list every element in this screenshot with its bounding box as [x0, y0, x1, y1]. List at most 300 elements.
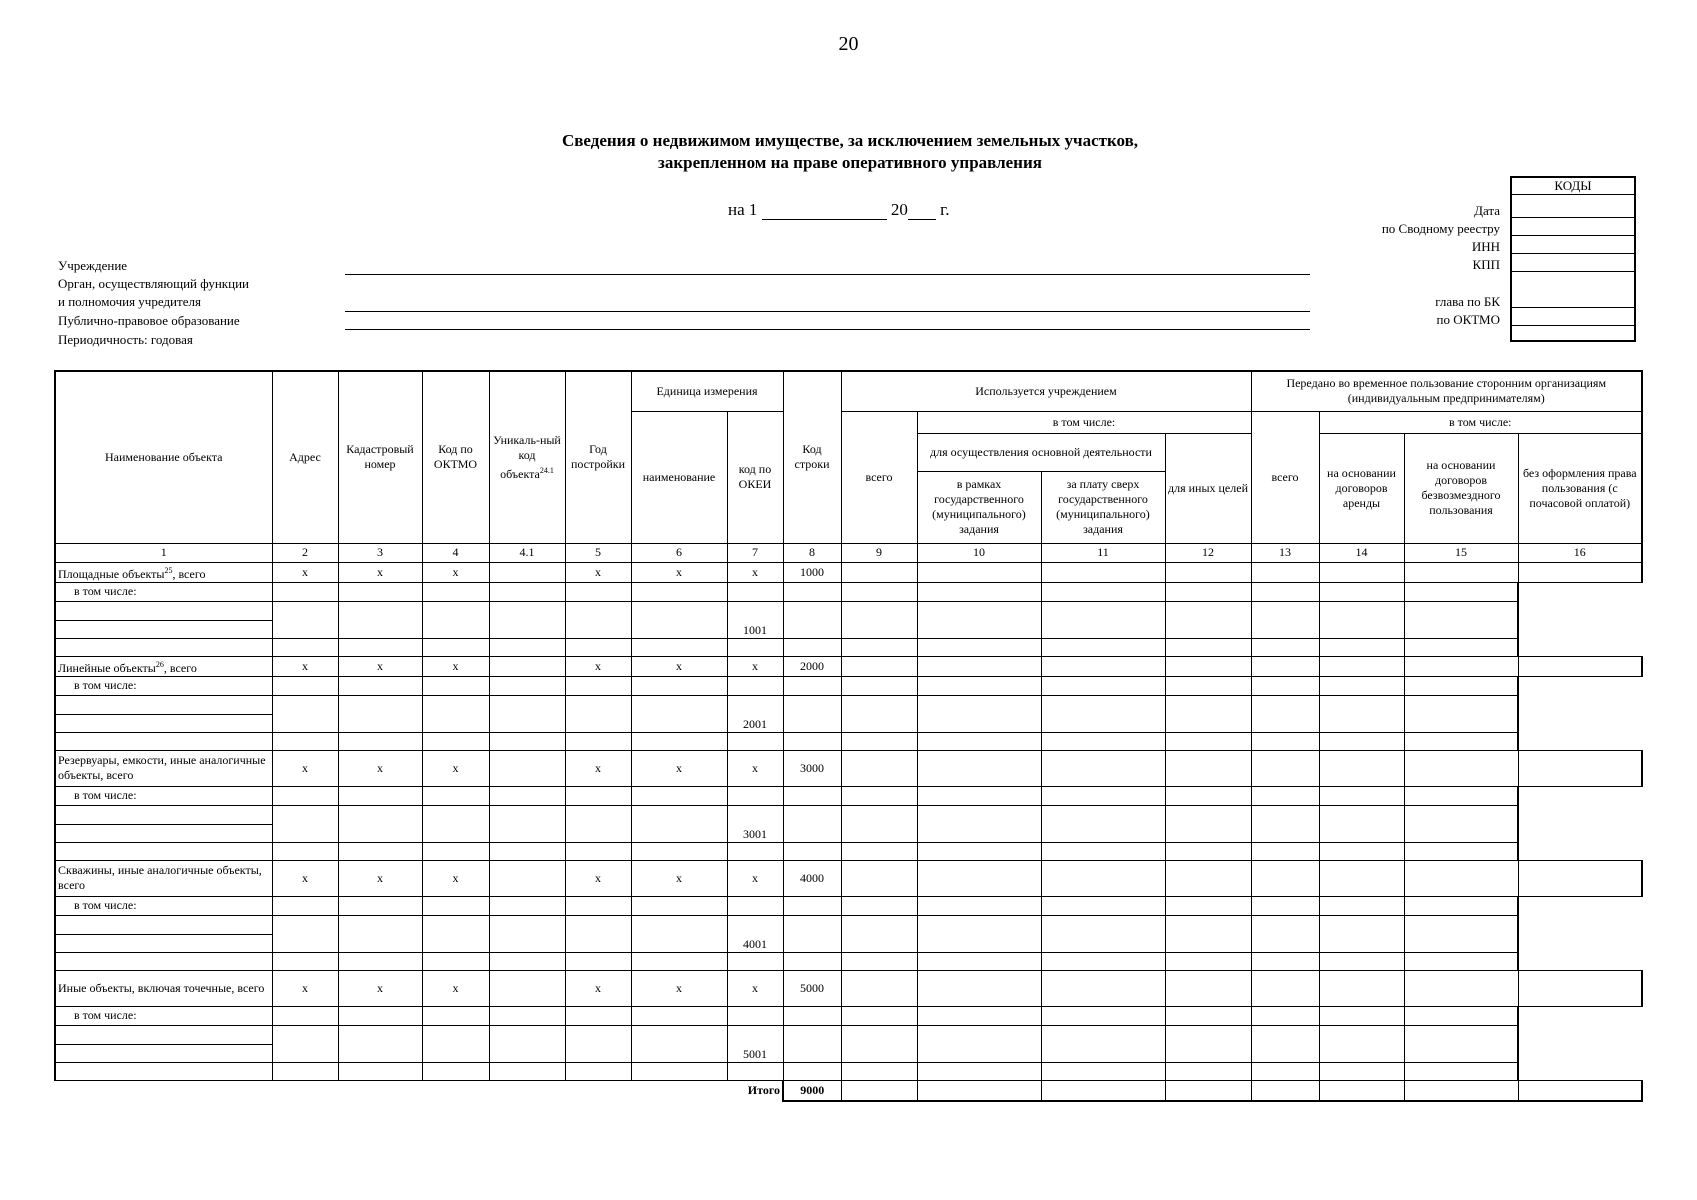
- value-cell[interactable]: [1251, 1006, 1319, 1025]
- value-cell[interactable]: [1165, 562, 1251, 582]
- value-cell[interactable]: [1319, 805, 1404, 842]
- value-cell[interactable]: [783, 601, 841, 638]
- sub-object-name[interactable]: [55, 638, 272, 656]
- value-cell[interactable]: [783, 638, 841, 656]
- value-cell[interactable]: [1404, 896, 1518, 915]
- total-cell[interactable]: [917, 1080, 1041, 1101]
- value-cell[interactable]: [1041, 952, 1165, 970]
- value-cell[interactable]: [631, 1006, 727, 1025]
- value-cell[interactable]: [272, 915, 338, 952]
- value-cell[interactable]: [489, 695, 565, 732]
- value-cell[interactable]: [917, 805, 1041, 842]
- value-cell[interactable]: [338, 805, 422, 842]
- value-cell[interactable]: [1165, 915, 1251, 952]
- value-cell[interactable]: [338, 601, 422, 638]
- value-cell[interactable]: [783, 582, 841, 601]
- sub-object-name[interactable]: [55, 934, 272, 952]
- value-cell[interactable]: [841, 732, 917, 750]
- value-cell[interactable]: [272, 676, 338, 695]
- value-cell[interactable]: [1041, 860, 1165, 896]
- value-cell[interactable]: [565, 638, 631, 656]
- value-cell[interactable]: [1319, 582, 1404, 601]
- section-name-suffix: , всего: [163, 660, 197, 675]
- value-cell[interactable]: [565, 695, 631, 732]
- value-cell[interactable]: [422, 805, 489, 842]
- value-cell[interactable]: [422, 582, 489, 601]
- field-municipality[interactable]: [345, 329, 1310, 330]
- value-cell[interactable]: [1404, 1025, 1518, 1062]
- value-cell[interactable]: [1251, 638, 1319, 656]
- value-cell[interactable]: [1319, 896, 1404, 915]
- value-cell[interactable]: [489, 952, 565, 970]
- value-cell[interactable]: [1518, 750, 1642, 786]
- value-cell[interactable]: [917, 1006, 1041, 1025]
- value-cell[interactable]: [1404, 638, 1518, 656]
- unique-code-cell[interactable]: [489, 656, 565, 676]
- value-cell[interactable]: [1518, 970, 1642, 1006]
- value-cell[interactable]: [272, 786, 338, 805]
- value-cell[interactable]: [1251, 656, 1319, 676]
- field-institution[interactable]: [345, 274, 1310, 275]
- value-cell[interactable]: [565, 1025, 631, 1062]
- value-cell[interactable]: [841, 562, 917, 582]
- value-cell[interactable]: [565, 1062, 631, 1080]
- value-cell[interactable]: [841, 676, 917, 695]
- value-cell[interactable]: [917, 1025, 1041, 1062]
- value-cell[interactable]: [1404, 1062, 1518, 1080]
- value-cell[interactable]: [1251, 601, 1319, 638]
- value-cell[interactable]: [565, 896, 631, 915]
- value-cell[interactable]: [631, 786, 727, 805]
- column-number: 4.1: [489, 543, 565, 562]
- value-cell[interactable]: [1041, 896, 1165, 915]
- value-cell[interactable]: [1041, 562, 1165, 582]
- value-cell[interactable]: [783, 1062, 841, 1080]
- value-cell[interactable]: [338, 676, 422, 695]
- sub-object-name[interactable]: [55, 732, 272, 750]
- value-cell[interactable]: [338, 582, 422, 601]
- value-cell[interactable]: [631, 695, 727, 732]
- value-cell[interactable]: [422, 1025, 489, 1062]
- value-cell[interactable]: [783, 842, 841, 860]
- value-cell[interactable]: [1319, 750, 1404, 786]
- value-cell[interactable]: [631, 896, 727, 915]
- code-field-date[interactable]: [1511, 195, 1635, 218]
- value-cell[interactable]: [422, 1062, 489, 1080]
- value-cell[interactable]: [1041, 1006, 1165, 1025]
- value-cell[interactable]: [489, 805, 565, 842]
- value-cell[interactable]: [631, 915, 727, 952]
- value-cell[interactable]: [1251, 842, 1319, 860]
- value-cell[interactable]: [1319, 656, 1404, 676]
- value-cell[interactable]: [489, 915, 565, 952]
- value-cell[interactable]: [1165, 896, 1251, 915]
- value-cell[interactable]: [1251, 896, 1319, 915]
- value-cell[interactable]: [489, 676, 565, 695]
- value-cell[interactable]: [917, 695, 1041, 732]
- value-cell[interactable]: [1518, 562, 1642, 582]
- column-number: 12: [1165, 543, 1251, 562]
- value-cell[interactable]: [1404, 786, 1518, 805]
- value-cell[interactable]: [1165, 1025, 1251, 1062]
- value-cell[interactable]: [1165, 582, 1251, 601]
- value-cell[interactable]: [489, 1025, 565, 1062]
- value-cell[interactable]: [1319, 842, 1404, 860]
- sub-object-name[interactable]: [55, 915, 272, 934]
- header-other-purposes: для иных целей: [1165, 433, 1251, 543]
- value-cell[interactable]: [917, 860, 1041, 896]
- value-cell[interactable]: [565, 582, 631, 601]
- sub-object-name[interactable]: [55, 620, 272, 638]
- value-cell[interactable]: [1251, 732, 1319, 750]
- value-cell[interactable]: [1404, 970, 1518, 1006]
- value-cell[interactable]: [1165, 1006, 1251, 1025]
- value-cell[interactable]: [1041, 786, 1165, 805]
- value-cell[interactable]: [841, 952, 917, 970]
- value-cell[interactable]: [1404, 860, 1518, 896]
- value-cell[interactable]: [917, 638, 1041, 656]
- value-cell[interactable]: [1319, 676, 1404, 695]
- value-cell[interactable]: [422, 952, 489, 970]
- value-cell[interactable]: [489, 732, 565, 750]
- value-cell[interactable]: [489, 896, 565, 915]
- total-cell[interactable]: [1404, 1080, 1518, 1101]
- value-cell[interactable]: [1251, 970, 1319, 1006]
- code-field-oktmo[interactable]: [1511, 308, 1635, 326]
- value-cell[interactable]: [1319, 1025, 1404, 1062]
- value-cell[interactable]: [1041, 750, 1165, 786]
- value-cell[interactable]: [783, 805, 841, 842]
- value-cell[interactable]: [917, 750, 1041, 786]
- value-cell[interactable]: [1165, 638, 1251, 656]
- total-cell[interactable]: [1319, 1080, 1404, 1101]
- total-cell[interactable]: [841, 1080, 917, 1101]
- value-cell[interactable]: [1404, 732, 1518, 750]
- sub-object-name[interactable]: [55, 842, 272, 860]
- value-cell[interactable]: [783, 676, 841, 695]
- value-cell[interactable]: [1165, 786, 1251, 805]
- value-cell[interactable]: [1041, 842, 1165, 860]
- value-cell[interactable]: [917, 656, 1041, 676]
- value-cell[interactable]: [841, 786, 917, 805]
- value-cell[interactable]: [489, 842, 565, 860]
- value-cell[interactable]: [1041, 970, 1165, 1006]
- value-cell[interactable]: [917, 732, 1041, 750]
- field-founder[interactable]: [345, 311, 1310, 312]
- value-cell[interactable]: [783, 695, 841, 732]
- value-cell[interactable]: [1251, 1025, 1319, 1062]
- value-cell[interactable]: [841, 695, 917, 732]
- sub-row: [55, 1062, 1642, 1080]
- value-cell[interactable]: [1319, 601, 1404, 638]
- value-cell[interactable]: [422, 676, 489, 695]
- value-cell[interactable]: [272, 1025, 338, 1062]
- value-cell[interactable]: [841, 601, 917, 638]
- row-code-cell: [727, 842, 783, 860]
- value-cell[interactable]: [272, 805, 338, 842]
- value-cell[interactable]: [917, 915, 1041, 952]
- value-cell[interactable]: [489, 638, 565, 656]
- value-cell[interactable]: [1041, 1025, 1165, 1062]
- value-cell[interactable]: [338, 695, 422, 732]
- value-cell[interactable]: [917, 970, 1041, 1006]
- total-cell[interactable]: [1041, 1080, 1165, 1101]
- value-cell[interactable]: [1319, 1062, 1404, 1080]
- sub-object-name[interactable]: [55, 1025, 272, 1044]
- value-cell[interactable]: [565, 842, 631, 860]
- code-field-registry[interactable]: [1511, 218, 1635, 236]
- value-cell[interactable]: [841, 656, 917, 676]
- value-cell[interactable]: [1251, 860, 1319, 896]
- value-cell[interactable]: [841, 896, 917, 915]
- value-cell[interactable]: [1404, 695, 1518, 732]
- value-cell[interactable]: [338, 952, 422, 970]
- value-cell[interactable]: [1251, 952, 1319, 970]
- sub-object-name[interactable]: [55, 695, 272, 714]
- value-cell[interactable]: [565, 676, 631, 695]
- value-cell[interactable]: [338, 1025, 422, 1062]
- date-day-month-field[interactable]: [762, 203, 887, 220]
- value-cell[interactable]: [1518, 860, 1642, 896]
- value-cell[interactable]: [841, 805, 917, 842]
- value-cell[interactable]: [1041, 656, 1165, 676]
- value-cell[interactable]: [917, 562, 1041, 582]
- sub-object-name[interactable]: [55, 824, 272, 842]
- value-cell[interactable]: [1165, 695, 1251, 732]
- value-cell[interactable]: [783, 1006, 841, 1025]
- value-cell[interactable]: [1165, 750, 1251, 786]
- value-cell[interactable]: [1319, 970, 1404, 1006]
- code-field-periodicity[interactable]: [1511, 326, 1635, 342]
- value-cell[interactable]: [1041, 805, 1165, 842]
- value-cell[interactable]: [565, 601, 631, 638]
- value-cell[interactable]: [1165, 952, 1251, 970]
- sub-object-name[interactable]: [55, 1044, 272, 1062]
- value-cell[interactable]: [917, 896, 1041, 915]
- value-cell[interactable]: [422, 915, 489, 952]
- value-cell[interactable]: [1518, 656, 1642, 676]
- value-cell[interactable]: [489, 1006, 565, 1025]
- value-cell[interactable]: [272, 732, 338, 750]
- value-cell[interactable]: [631, 582, 727, 601]
- value-cell[interactable]: [1251, 562, 1319, 582]
- value-cell[interactable]: [489, 786, 565, 805]
- unique-code-cell[interactable]: [489, 970, 565, 1006]
- value-cell[interactable]: [1251, 676, 1319, 695]
- value-cell[interactable]: [1404, 601, 1518, 638]
- value-cell[interactable]: [1165, 601, 1251, 638]
- value-cell[interactable]: [489, 582, 565, 601]
- value-cell[interactable]: [422, 695, 489, 732]
- value-cell[interactable]: [272, 638, 338, 656]
- value-cell[interactable]: [565, 1006, 631, 1025]
- value-cell[interactable]: [1251, 915, 1319, 952]
- section-row: [55, 562, 1642, 582]
- total-cell[interactable]: [1518, 1080, 1642, 1101]
- value-cell[interactable]: [338, 786, 422, 805]
- value-cell[interactable]: [422, 601, 489, 638]
- value-cell[interactable]: [1165, 676, 1251, 695]
- value-cell[interactable]: [1165, 1062, 1251, 1080]
- value-cell[interactable]: [338, 915, 422, 952]
- value-cell[interactable]: [338, 1062, 422, 1080]
- value-cell[interactable]: [841, 1006, 917, 1025]
- value-cell[interactable]: [631, 676, 727, 695]
- value-cell[interactable]: [565, 915, 631, 952]
- value-cell[interactable]: [631, 601, 727, 638]
- value-cell[interactable]: [489, 1062, 565, 1080]
- sub-object-name[interactable]: [55, 601, 272, 620]
- value-cell[interactable]: [631, 732, 727, 750]
- value-cell[interactable]: [422, 638, 489, 656]
- value-cell[interactable]: [1251, 786, 1319, 805]
- value-cell[interactable]: [841, 638, 917, 656]
- value-cell[interactable]: [841, 970, 917, 1006]
- value-cell[interactable]: [1165, 656, 1251, 676]
- value-cell[interactable]: [1319, 732, 1404, 750]
- code-field-kpp[interactable]: [1511, 254, 1635, 272]
- value-cell[interactable]: [783, 1025, 841, 1062]
- sub-object-name[interactable]: [55, 952, 272, 970]
- sub-object-name[interactable]: [55, 1062, 272, 1080]
- value-cell[interactable]: [917, 842, 1041, 860]
- code-field-inn[interactable]: [1511, 236, 1635, 254]
- value-cell[interactable]: [841, 1025, 917, 1062]
- value-cell[interactable]: [841, 915, 917, 952]
- value-cell[interactable]: [338, 1006, 422, 1025]
- total-cell[interactable]: [1165, 1080, 1251, 1101]
- x-mark: x: [727, 562, 783, 582]
- value-cell[interactable]: [1404, 842, 1518, 860]
- value-cell[interactable]: [1041, 601, 1165, 638]
- value-cell[interactable]: [338, 896, 422, 915]
- value-cell[interactable]: [338, 842, 422, 860]
- value-cell[interactable]: [1319, 1006, 1404, 1025]
- value-cell[interactable]: [1251, 582, 1319, 601]
- value-cell[interactable]: [1251, 750, 1319, 786]
- unique-code-cell[interactable]: [489, 562, 565, 582]
- value-cell[interactable]: [1041, 732, 1165, 750]
- value-cell[interactable]: [272, 952, 338, 970]
- value-cell[interactable]: [631, 638, 727, 656]
- value-cell[interactable]: [272, 695, 338, 732]
- value-cell[interactable]: [272, 582, 338, 601]
- value-cell[interactable]: [1319, 915, 1404, 952]
- value-cell[interactable]: [1165, 842, 1251, 860]
- value-cell[interactable]: [783, 732, 841, 750]
- value-cell[interactable]: [631, 1025, 727, 1062]
- value-cell[interactable]: [783, 952, 841, 970]
- value-cell[interactable]: [841, 582, 917, 601]
- value-cell[interactable]: [272, 1006, 338, 1025]
- value-cell[interactable]: [631, 952, 727, 970]
- value-cell[interactable]: [1041, 582, 1165, 601]
- value-cell[interactable]: [565, 732, 631, 750]
- value-cell[interactable]: [1404, 676, 1518, 695]
- code-field-bk[interactable]: [1511, 272, 1635, 308]
- value-cell[interactable]: [272, 842, 338, 860]
- value-cell[interactable]: [1404, 582, 1518, 601]
- value-cell[interactable]: [1319, 638, 1404, 656]
- value-cell[interactable]: [1041, 1062, 1165, 1080]
- value-cell[interactable]: [1251, 1062, 1319, 1080]
- value-cell[interactable]: [338, 638, 422, 656]
- section-name: [55, 656, 272, 676]
- value-cell[interactable]: [1404, 805, 1518, 842]
- value-cell[interactable]: [783, 896, 841, 915]
- value-cell[interactable]: [565, 805, 631, 842]
- value-cell[interactable]: [1404, 750, 1518, 786]
- value-cell[interactable]: [1404, 562, 1518, 582]
- value-cell[interactable]: [917, 676, 1041, 695]
- unique-code-cell[interactable]: [489, 750, 565, 786]
- section-name: [55, 562, 272, 582]
- value-cell[interactable]: [1041, 676, 1165, 695]
- value-cell[interactable]: [1404, 656, 1518, 676]
- value-cell[interactable]: [1251, 805, 1319, 842]
- value-cell[interactable]: [338, 732, 422, 750]
- value-cell[interactable]: [272, 896, 338, 915]
- value-cell[interactable]: [917, 786, 1041, 805]
- value-cell[interactable]: [1041, 638, 1165, 656]
- value-cell[interactable]: [783, 786, 841, 805]
- value-cell[interactable]: [422, 732, 489, 750]
- value-cell[interactable]: [841, 1062, 917, 1080]
- value-cell[interactable]: [1041, 915, 1165, 952]
- value-cell[interactable]: [1319, 952, 1404, 970]
- value-cell[interactable]: [631, 1062, 727, 1080]
- value-cell[interactable]: [272, 1062, 338, 1080]
- total-cell[interactable]: [1251, 1080, 1319, 1101]
- value-cell[interactable]: [422, 842, 489, 860]
- sub-object-name[interactable]: [55, 714, 272, 732]
- value-cell[interactable]: [917, 1062, 1041, 1080]
- value-cell[interactable]: [631, 842, 727, 860]
- value-cell[interactable]: [1165, 860, 1251, 896]
- value-cell[interactable]: [422, 786, 489, 805]
- value-cell[interactable]: [631, 805, 727, 842]
- value-cell[interactable]: [272, 601, 338, 638]
- value-cell[interactable]: [1319, 562, 1404, 582]
- value-cell[interactable]: [565, 786, 631, 805]
- value-cell[interactable]: [565, 952, 631, 970]
- value-cell[interactable]: [1165, 970, 1251, 1006]
- value-cell[interactable]: [917, 952, 1041, 970]
- value-cell[interactable]: [422, 896, 489, 915]
- unique-code-cell[interactable]: [489, 860, 565, 896]
- value-cell[interactable]: [1319, 786, 1404, 805]
- value-cell[interactable]: [1165, 805, 1251, 842]
- value-cell[interactable]: [841, 842, 917, 860]
- value-cell[interactable]: [1319, 860, 1404, 896]
- value-cell[interactable]: [783, 915, 841, 952]
- value-cell[interactable]: [1165, 732, 1251, 750]
- sub-object-name[interactable]: [55, 805, 272, 824]
- value-cell[interactable]: [1041, 695, 1165, 732]
- value-cell[interactable]: [841, 750, 917, 786]
- value-cell[interactable]: [1404, 952, 1518, 970]
- value-cell[interactable]: [1251, 695, 1319, 732]
- value-cell[interactable]: [917, 601, 1041, 638]
- value-cell[interactable]: [1319, 695, 1404, 732]
- value-cell[interactable]: [422, 1006, 489, 1025]
- value-cell[interactable]: [917, 582, 1041, 601]
- value-cell[interactable]: [1404, 915, 1518, 952]
- value-cell[interactable]: [489, 601, 565, 638]
- value-cell[interactable]: [841, 860, 917, 896]
- value-cell[interactable]: [1404, 1006, 1518, 1025]
- date-year-field[interactable]: [908, 203, 936, 220]
